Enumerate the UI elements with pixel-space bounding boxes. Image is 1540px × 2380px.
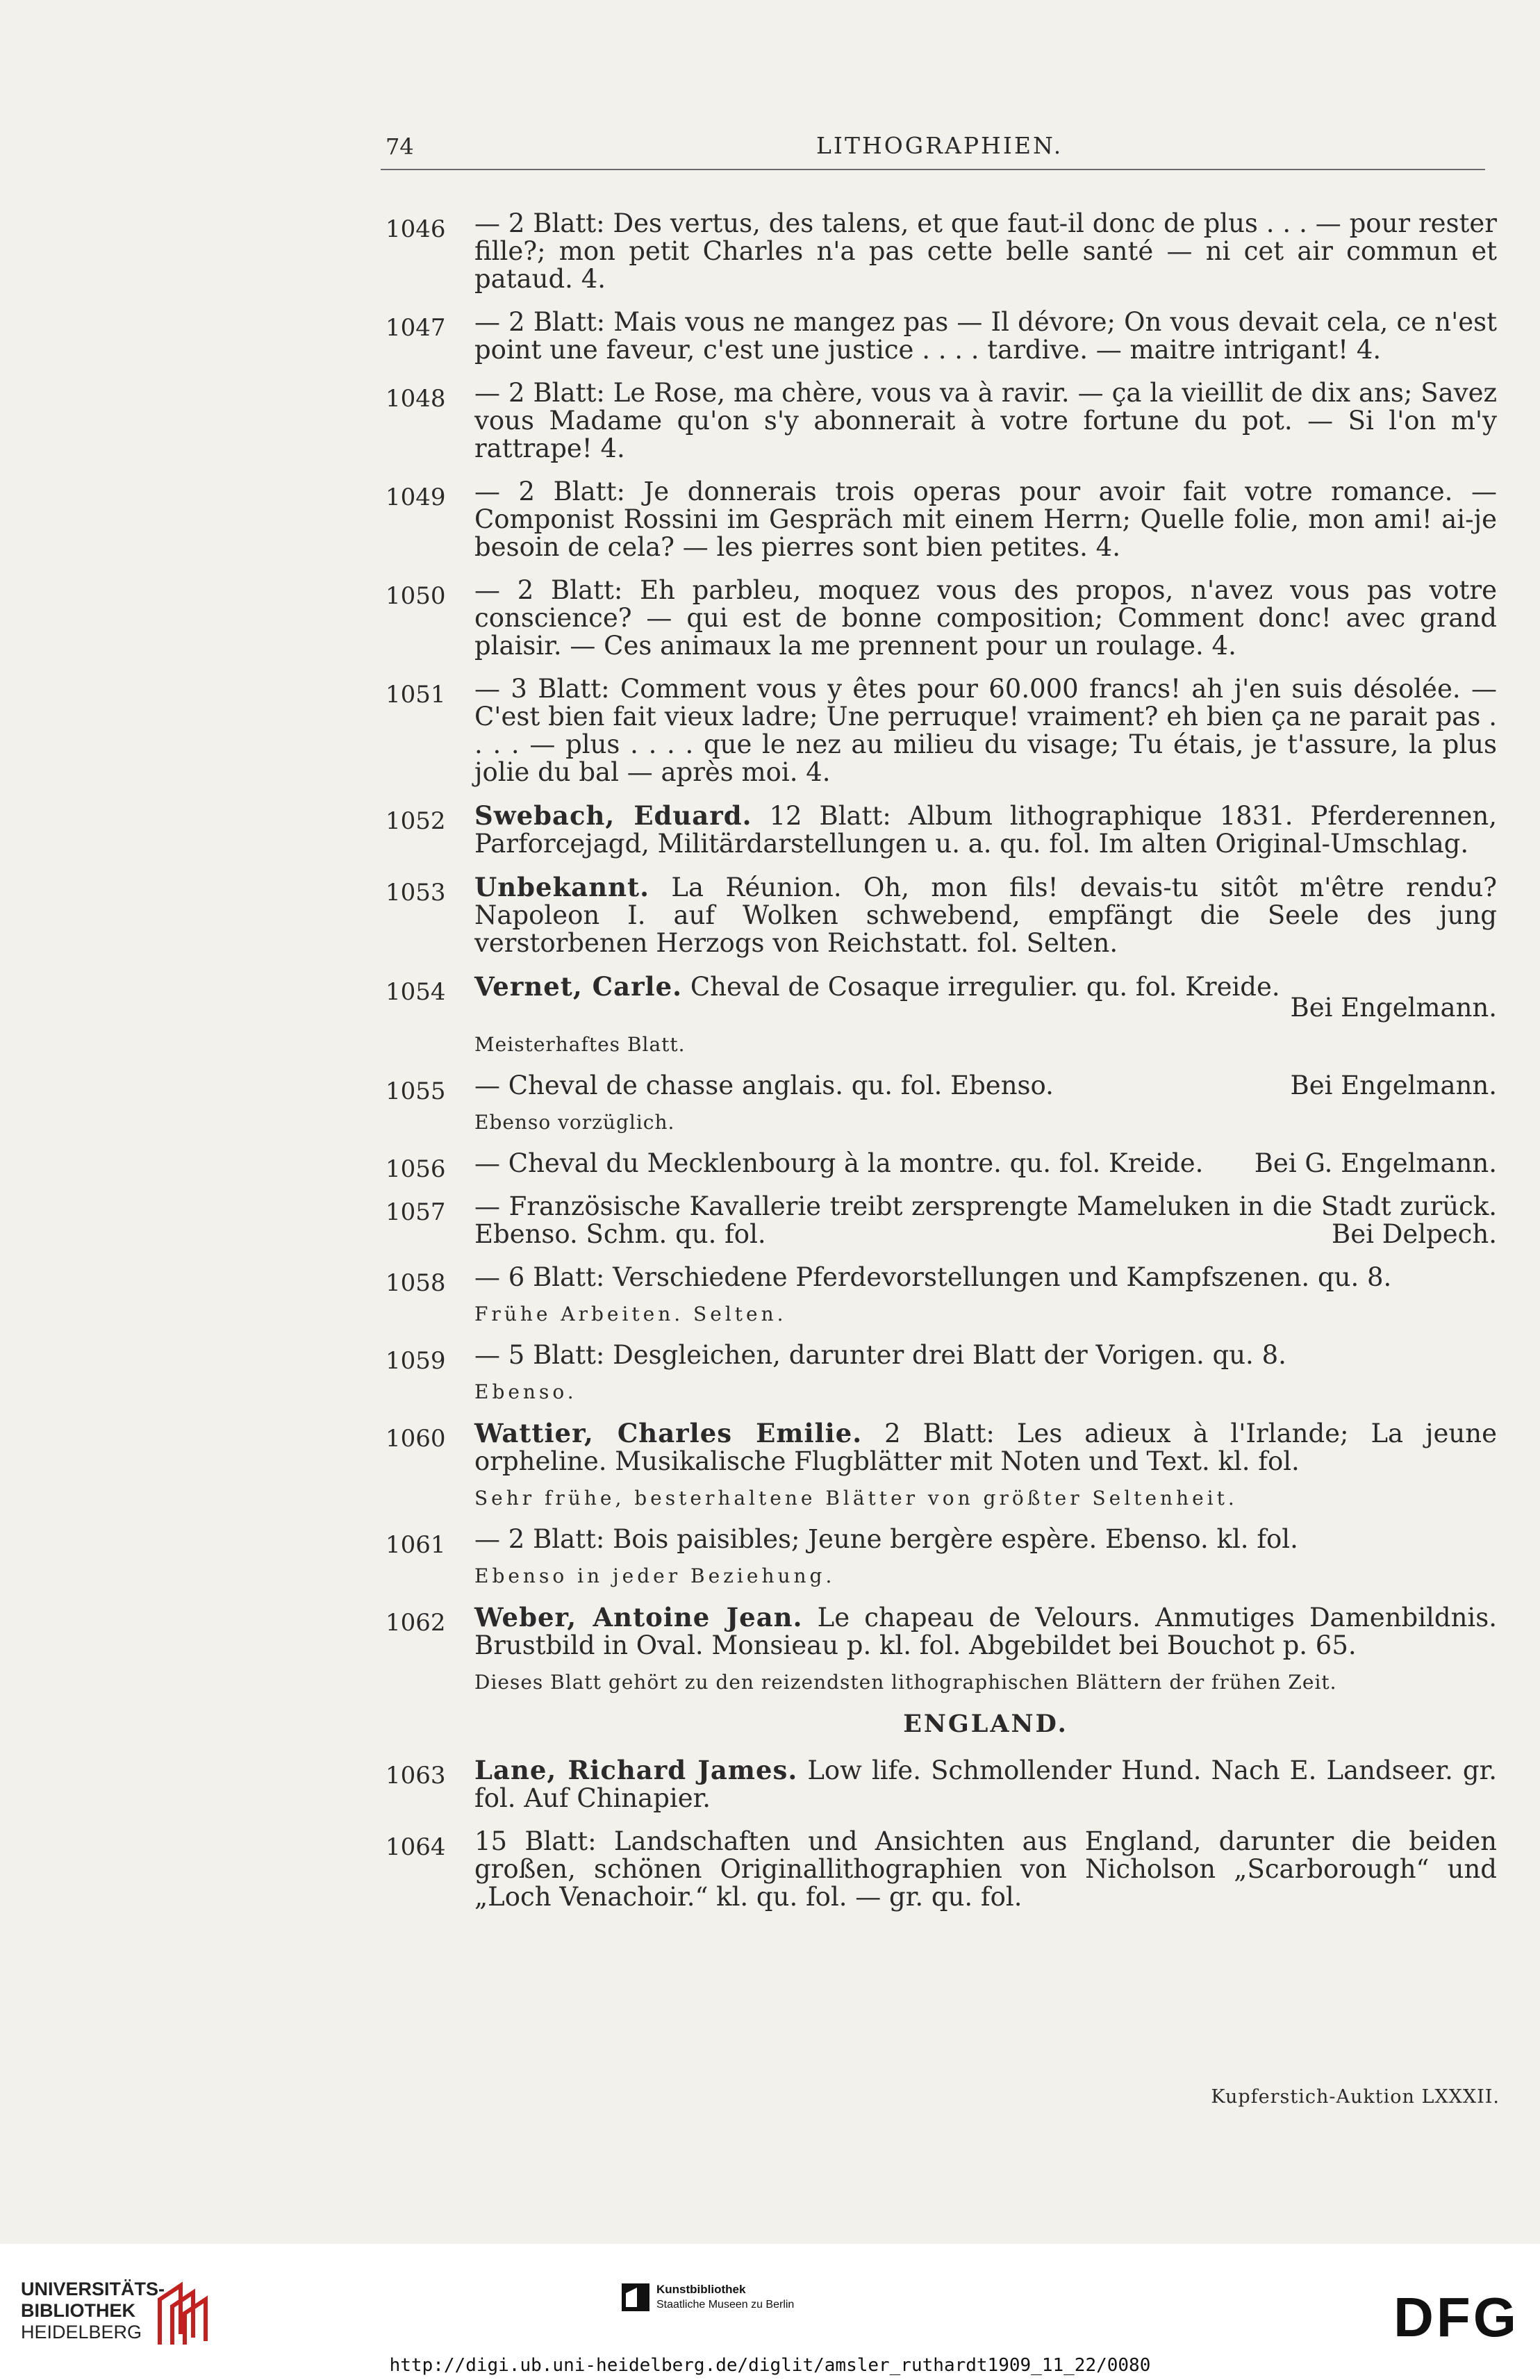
entry-description: La Réunion. Oh, mon fils! devais-tu sitôt m'être rendu? Napoleon I. auf Wolken schwebend, empfängt die Seele des jung verstorbenen Herzogs von Reichstatt. fol. Selten.: [474, 873, 1497, 958]
entry-number: 1060: [386, 1425, 446, 1453]
header-rule: [381, 169, 1485, 170]
entry-note: Ebenso in jeder Beziehung.: [474, 1564, 836, 1587]
entry-note: Dieses Blatt gehört zu den reizendsten lithographischen Blättern der frühen Zeit.: [474, 1671, 1337, 1694]
entry-text: [474, 802, 1497, 858]
entry-description: 12 Blatt: Album lithographique 1831. Pferderennen, Parforcejagd, Militärdarstellungen u. a. qu. fol. Im alten Original-Umschlag.: [474, 801, 1497, 859]
entry-note: Ebenso vorzüglich.: [474, 1111, 675, 1134]
logo-line: BIBLIOTHEK: [21, 2300, 135, 2321]
dfg-logo[interactable]: DFG: [1393, 2286, 1519, 2348]
publisher-source: Bei Engelmann.: [1290, 993, 1497, 1023]
catalog-entry: [386, 1526, 1497, 1588]
catalog-entry: [386, 1756, 1497, 1812]
university-library-logo[interactable]: [21, 2279, 165, 2343]
catalog-signature: Kupferstich-Auktion LXXXII.: [1211, 2086, 1500, 2108]
entry-text: — Cheval de chasse anglais. qu. fol. Ebenso.: [474, 1071, 1054, 1100]
entry-number: 1047: [386, 314, 446, 342]
entry-text: — 2 Blatt: Mais vous ne mangez pas — Il dévore; On vous devait cela, ce n'est point une faveur, c'est une justice . . . . tardive. — maitre intrigant! 4.: [474, 307, 1497, 365]
catalog-entry: [386, 308, 1497, 364]
publisher-source: Bei Delpech.: [1332, 1219, 1497, 1249]
catalog-entry: [386, 675, 1497, 786]
catalog-entry: [386, 379, 1497, 463]
entry-text: [474, 1419, 1497, 1476]
catalog-entry: [386, 802, 1497, 858]
entry-description: 2 Blatt: Les adieux à l'Irlande; La jeune orpheline. Musikalische Flugblätter mit Noten und Text. kl. fol.: [474, 1419, 1497, 1476]
page-number: 74: [386, 133, 414, 160]
catalog-entry: [386, 1341, 1497, 1404]
kb-title: Kunstbibliothek: [656, 2283, 746, 2296]
catalog-entries: [386, 210, 1497, 1926]
catalog-entry: [386, 1148, 1497, 1183]
entry-number: 1062: [386, 1609, 446, 1637]
catalog-entry: [386, 1264, 1497, 1326]
artist-name: Swebach, Eduard.: [474, 800, 752, 831]
entry-text: — 2 Blatt: Eh parbleu, moquez vous des propos, n'avez vous pas votre conscience? — qui est de bonne composition; Comment donc! avec grand plaisir. — Ces animaux la me prennent pour un roulage. 4.: [474, 575, 1497, 661]
entry-number: 1063: [386, 1762, 446, 1790]
entry-number: 1053: [386, 879, 446, 907]
artist-name: Lane, Richard James.: [474, 1755, 798, 1785]
entry-text: [474, 1603, 1497, 1660]
entry-number: 1058: [386, 1269, 446, 1297]
artist-name: Weber, Antoine Jean.: [474, 1602, 803, 1633]
page-header: [386, 125, 1487, 167]
entry-description: Le chapeau de Velours. Anmutiges Damenbildnis. Brustbild in Oval. Monsieau p. kl. fol. Abgebildet bei Bouchot p. 65.: [474, 1603, 1497, 1660]
entry-number: 1048: [386, 385, 446, 413]
university-logo-mark-icon: [153, 2279, 213, 2348]
catalog-entry: [386, 1193, 1497, 1248]
kunstbibliothek-logo[interactable]: [656, 2282, 794, 2313]
entry-note: Frühe Arbeiten. Selten.: [474, 1303, 787, 1325]
entry-number: 1050: [386, 582, 446, 610]
entry-number: 1064: [386, 1833, 446, 1861]
publisher-source: Bei G. Engelmann.: [1254, 1148, 1497, 1178]
kb-subtitle: Staatliche Museen zu Berlin: [656, 2299, 795, 2311]
entry-text: — Französische Kavallerie treibt zersprengte Mameluken in die Stadt zurück. Ebenso. Schm. qu. fol.: [474, 1191, 1497, 1249]
catalog-entry: [386, 478, 1497, 561]
entry-note: Meisterhaftes Blatt.: [474, 1033, 686, 1056]
entry-number: 1059: [386, 1347, 446, 1375]
entry-text: — 6 Blatt: Verschiedene Pferdevorstellungen und Kampfszenen. qu. 8.: [474, 1262, 1392, 1292]
catalog-entry: [386, 873, 1497, 957]
entry-text: — 2 Blatt: Bois paisibles; Jeune bergère espère. Ebenso. kl. fol.: [474, 1524, 1298, 1554]
entry-text: — Cheval du Mecklenbourg à la montre. qu. fol. Kreide.: [474, 1148, 1204, 1178]
artist-name: Vernet, Carle.: [474, 971, 683, 1002]
logo-line: HEIDELBERG: [21, 2322, 142, 2342]
entry-number: 1049: [386, 484, 446, 511]
entry-number: 1052: [386, 807, 446, 835]
catalog-entry: [386, 577, 1497, 660]
entry-number: 1056: [386, 1155, 446, 1183]
entry-number: 1054: [386, 978, 446, 1006]
entry-description: Low life. Schmollender Hund. Nach E. Landseer. gr. fol. Auf Chinapier.: [474, 1755, 1498, 1813]
catalog-entry: [386, 1419, 1497, 1510]
entry-text: — 2 Blatt: Le Rose, ma chère, vous va à ravir. — ça la vieillit de dix ans; Savez vous Madame qu'on s'y abonnerait à votre fortune du pot. — Si l'on m'y rattrape! 4.: [474, 378, 1497, 463]
entry-number: 1057: [386, 1198, 446, 1226]
permalink-url[interactable]: http://digi.ub.uni-heidelberg.de/diglit/amsler_ruthardt1909_11_22/0080: [389, 2355, 1151, 2376]
artist-name: Wattier, Charles Emilie.: [474, 1418, 863, 1448]
entry-number: 1055: [386, 1077, 446, 1105]
entry-text: — 2 Blatt: Des vertus, des talens, et que faut-il donc de plus . . . — pour rester fille?; mon petit Charles n'a pas cette belle santé — ni cet air commun et pataud. 4.: [474, 208, 1497, 294]
logo-line: UNIVERSITÄTS-: [21, 2279, 165, 2299]
entry-note: Ebenso.: [474, 1380, 577, 1403]
catalog-entry: [386, 1072, 1497, 1134]
entry-number: 1046: [386, 215, 446, 243]
entry-text: 15 Blatt: Landschaften und Ansichten aus England, darunter die beiden großen, schönen Originallithographien von Nicholson „Scarborough“ und „Loch Venachoir.“ kl. qu. fol. — gr. qu. fol.: [474, 1826, 1497, 1912]
entry-number: 1061: [386, 1531, 446, 1559]
entry-note: Sehr frühe, besterhaltene Blätter von größter Seltenheit.: [474, 1487, 1238, 1510]
digitization-footer: [0, 2244, 1540, 2380]
entry-number: 1051: [386, 681, 446, 709]
artist-name: Unbekannt.: [474, 872, 649, 902]
catalog-entry: [386, 210, 1497, 293]
publisher-source: Bei Engelmann.: [1290, 1071, 1497, 1100]
catalog-entry: [386, 1603, 1497, 1694]
section-heading-england: ENGLAND.: [903, 1710, 1068, 1738]
catalog-entry: [386, 1828, 1497, 1911]
catalog-entry: [386, 973, 1497, 1057]
entry-text: — 2 Blatt: Je donnerais trois operas pour avoir fait votre romance. — Componist Rossini im Gespräch mit einem Herrn; Quelle folie, mon ami! ai-je besoin de cela? — les pierres sont bien petites. 4.: [474, 477, 1497, 562]
kunstbibliothek-mark-icon: [622, 2283, 649, 2311]
entry-text: — 5 Blatt: Desgleichen, darunter drei Blatt der Vorigen. qu. 8.: [474, 1340, 1286, 1370]
entry-text: [474, 873, 1497, 957]
entry-text: — 3 Blatt: Comment vous y êtes pour 60.000 francs! ah j'en suis désolée. — C'est bien fait vieux ladre; Une perruque! vraiment? eh bien ça ne parait pas . . . . — plus . . . . que le nez au milieu du visage; Tu étais, je t'assure, la plus jolie du bal — après moi. 4.: [474, 674, 1497, 787]
entry-text: [474, 1756, 1497, 1812]
running-title: LITHOGRAPHIEN.: [816, 132, 1063, 159]
entry-description: Cheval de Cosaque irregulier. qu. fol. Kreide.: [690, 972, 1280, 1002]
